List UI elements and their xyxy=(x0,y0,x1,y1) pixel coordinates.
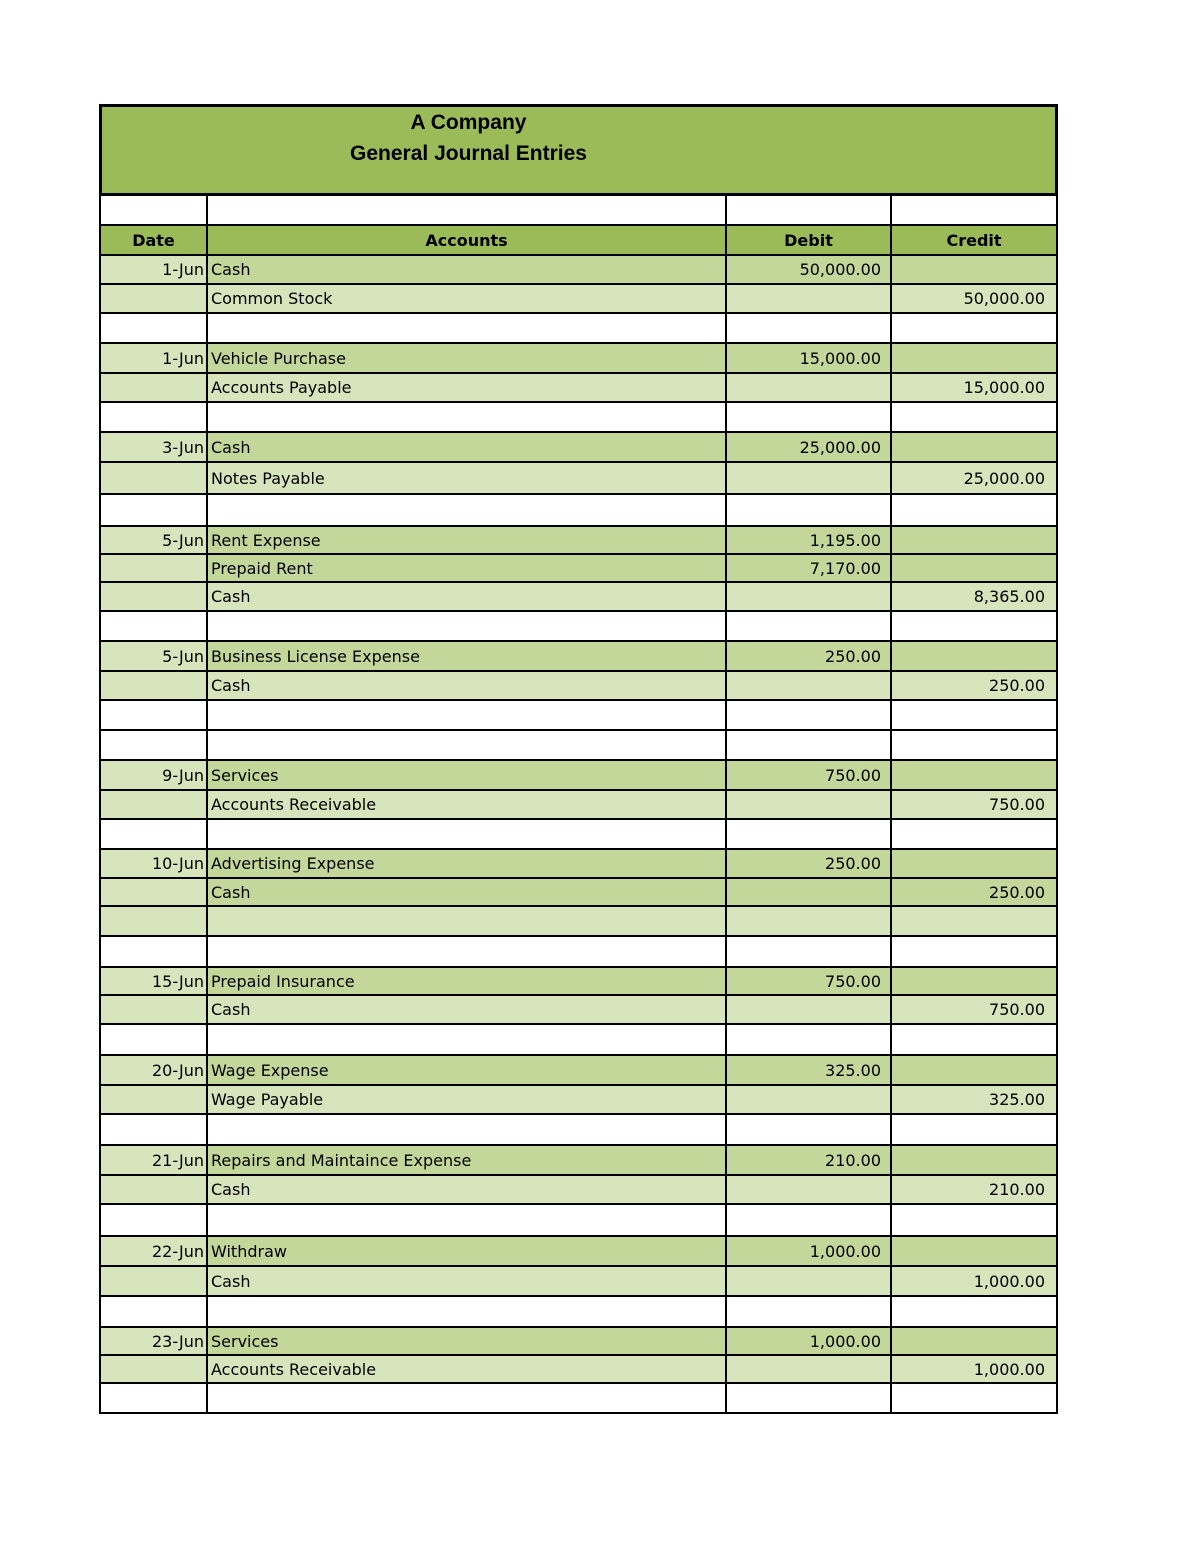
table-row xyxy=(99,314,1058,344)
date-cell xyxy=(99,879,206,907)
account-cell: Notes Payable xyxy=(206,463,725,495)
table-row xyxy=(99,731,1058,761)
account-cell: Withdraw xyxy=(206,1237,725,1267)
table-row xyxy=(99,850,1058,879)
account-cell: Repairs and Maintaince Expense xyxy=(206,1146,725,1176)
account-cell xyxy=(206,1025,725,1056)
debit-cell xyxy=(725,583,890,612)
account-cell xyxy=(206,1297,725,1328)
table-row xyxy=(99,344,1058,374)
account-cell xyxy=(206,731,725,761)
account-cell: Business License Expense xyxy=(206,642,725,672)
credit-cell xyxy=(890,968,1058,996)
table-row xyxy=(99,1025,1058,1056)
debit-cell: 15,000.00 xyxy=(725,344,890,374)
credit-cell xyxy=(890,850,1058,879)
table-row xyxy=(99,285,1058,314)
debit-cell xyxy=(725,1025,890,1056)
date-cell xyxy=(99,1115,206,1146)
date-cell xyxy=(99,1205,206,1237)
table-row xyxy=(99,1297,1058,1328)
debit-cell xyxy=(725,1356,890,1384)
debit-cell: 250.00 xyxy=(725,850,890,879)
date-cell: 5-Jun xyxy=(99,527,206,555)
date-cell: 5-Jun xyxy=(99,642,206,672)
debit-cell xyxy=(725,937,890,968)
account-cell: Advertising Expense xyxy=(206,850,725,879)
credit-cell: 750.00 xyxy=(890,996,1058,1025)
account-cell xyxy=(206,701,725,731)
debit-cell xyxy=(725,374,890,403)
credit-cell xyxy=(890,1237,1058,1267)
credit-cell xyxy=(890,1115,1058,1146)
credit-cell xyxy=(890,256,1058,285)
credit-cell xyxy=(890,1056,1058,1086)
table-row xyxy=(99,672,1058,701)
debit-cell: 325.00 xyxy=(725,1056,890,1086)
date-cell xyxy=(99,996,206,1025)
credit-cell xyxy=(890,907,1058,937)
debit-cell: 25,000.00 xyxy=(725,433,890,463)
credit-cell: 250.00 xyxy=(890,879,1058,907)
credit-cell xyxy=(890,1328,1058,1356)
debit-cell xyxy=(725,1267,890,1297)
date-cell xyxy=(99,403,206,433)
debit-cell xyxy=(725,495,890,527)
date-cell: 10-Jun xyxy=(99,850,206,879)
date-cell xyxy=(99,672,206,701)
account-cell: Services xyxy=(206,1328,725,1356)
date-cell xyxy=(99,907,206,937)
credit-cell: 750.00 xyxy=(890,791,1058,820)
column-header-date: Date xyxy=(99,226,206,256)
table-row xyxy=(99,433,1058,463)
account-cell: Cash xyxy=(206,996,725,1025)
company-name: A Company xyxy=(410,111,527,134)
debit-cell xyxy=(725,820,890,850)
credit-cell xyxy=(890,612,1058,642)
journal-table xyxy=(99,196,1058,1414)
date-cell xyxy=(99,820,206,850)
date-cell xyxy=(99,1267,206,1297)
date-cell xyxy=(99,1025,206,1056)
account-cell: Services xyxy=(206,761,725,791)
account-cell: Accounts Payable xyxy=(206,374,725,403)
date-cell xyxy=(99,583,206,612)
credit-cell xyxy=(890,820,1058,850)
date-cell xyxy=(99,314,206,344)
debit-cell xyxy=(725,1297,890,1328)
table-row xyxy=(99,968,1058,996)
account-cell: Cash xyxy=(206,1176,725,1205)
table-row xyxy=(99,1176,1058,1205)
date-cell xyxy=(99,1086,206,1115)
account-cell: Cash xyxy=(206,583,725,612)
table-row xyxy=(99,907,1058,937)
debit-cell xyxy=(725,314,890,344)
date-cell: 9-Jun xyxy=(99,761,206,791)
credit-cell xyxy=(890,555,1058,583)
date-cell xyxy=(99,196,206,226)
account-cell: Prepaid Insurance xyxy=(206,968,725,996)
date-cell xyxy=(99,495,206,527)
date-cell xyxy=(99,1176,206,1205)
credit-cell xyxy=(890,495,1058,527)
credit-cell xyxy=(890,1297,1058,1328)
date-cell xyxy=(99,555,206,583)
account-cell xyxy=(206,1205,725,1237)
debit-cell: 750.00 xyxy=(725,968,890,996)
title-block xyxy=(99,104,1058,196)
date-cell xyxy=(99,701,206,731)
column-header-account: Accounts xyxy=(206,226,725,256)
date-cell xyxy=(99,731,206,761)
debit-cell xyxy=(725,1205,890,1237)
table-row xyxy=(99,256,1058,285)
column-header-credit: Credit xyxy=(890,226,1058,256)
table-row xyxy=(99,1384,1058,1414)
account-cell: Wage Payable xyxy=(206,1086,725,1115)
table-row xyxy=(99,1086,1058,1115)
table-row xyxy=(99,403,1058,433)
credit-cell xyxy=(890,1025,1058,1056)
debit-cell xyxy=(725,879,890,907)
date-cell: 23-Jun xyxy=(99,1328,206,1356)
table-row xyxy=(99,879,1058,907)
credit-cell xyxy=(890,937,1058,968)
account-cell xyxy=(206,495,725,527)
debit-cell xyxy=(725,612,890,642)
credit-cell: 50,000.00 xyxy=(890,285,1058,314)
debit-cell xyxy=(725,701,890,731)
table-row xyxy=(99,374,1058,403)
debit-cell xyxy=(725,1086,890,1115)
debit-cell: 1,195.00 xyxy=(725,527,890,555)
account-cell xyxy=(206,196,725,226)
table-row xyxy=(99,463,1058,495)
debit-cell: 1,000.00 xyxy=(725,1237,890,1267)
date-cell xyxy=(99,463,206,495)
account-cell xyxy=(206,937,725,968)
table-row xyxy=(99,820,1058,850)
column-header-row xyxy=(99,226,1058,256)
table-row xyxy=(99,495,1058,527)
debit-cell xyxy=(725,403,890,433)
account-cell xyxy=(206,1115,725,1146)
debit-cell xyxy=(725,463,890,495)
debit-cell xyxy=(725,907,890,937)
account-cell xyxy=(206,612,725,642)
date-cell xyxy=(99,374,206,403)
date-cell: 21-Jun xyxy=(99,1146,206,1176)
journal-sheet xyxy=(99,104,1058,1414)
credit-cell xyxy=(890,731,1058,761)
date-cell: 22-Jun xyxy=(99,1237,206,1267)
debit-cell xyxy=(725,196,890,226)
table-row xyxy=(99,555,1058,583)
date-cell xyxy=(99,612,206,642)
table-row xyxy=(99,1267,1058,1297)
debit-cell xyxy=(725,1176,890,1205)
debit-cell xyxy=(725,1115,890,1146)
date-cell xyxy=(99,791,206,820)
credit-cell xyxy=(890,433,1058,463)
account-cell: Cash xyxy=(206,672,725,701)
date-cell: 20-Jun xyxy=(99,1056,206,1086)
debit-cell xyxy=(725,285,890,314)
table-row xyxy=(99,996,1058,1025)
account-cell xyxy=(206,907,725,937)
account-cell: Cash xyxy=(206,879,725,907)
date-cell: 3-Jun xyxy=(99,433,206,463)
account-cell xyxy=(206,314,725,344)
date-cell: 1-Jun xyxy=(99,344,206,374)
credit-cell xyxy=(890,527,1058,555)
table-row xyxy=(99,791,1058,820)
debit-cell: 50,000.00 xyxy=(725,256,890,285)
table-row xyxy=(99,1328,1058,1356)
credit-cell: 1,000.00 xyxy=(890,1267,1058,1297)
date-cell xyxy=(99,285,206,314)
debit-cell: 750.00 xyxy=(725,761,890,791)
account-cell: Cash xyxy=(206,433,725,463)
table-row xyxy=(99,1115,1058,1146)
table-row xyxy=(99,612,1058,642)
credit-cell: 8,365.00 xyxy=(890,583,1058,612)
debit-cell: 210.00 xyxy=(725,1146,890,1176)
account-cell: Rent Expense xyxy=(206,527,725,555)
table-row xyxy=(99,1356,1058,1384)
credit-cell xyxy=(890,344,1058,374)
account-cell: Prepaid Rent xyxy=(206,555,725,583)
account-cell: Accounts Receivable xyxy=(206,1356,725,1384)
date-cell xyxy=(99,1297,206,1328)
credit-cell xyxy=(890,1205,1058,1237)
date-cell xyxy=(99,937,206,968)
credit-cell xyxy=(890,1384,1058,1414)
table-row xyxy=(99,1056,1058,1086)
account-cell: Accounts Receivable xyxy=(206,791,725,820)
credit-cell xyxy=(890,1146,1058,1176)
table-row xyxy=(99,527,1058,555)
page-title: General Journal Entries xyxy=(350,142,587,165)
credit-cell: 1,000.00 xyxy=(890,1356,1058,1384)
date-cell xyxy=(99,1384,206,1414)
debit-cell xyxy=(725,672,890,701)
credit-cell xyxy=(890,196,1058,226)
credit-cell: 250.00 xyxy=(890,672,1058,701)
date-cell: 1-Jun xyxy=(99,256,206,285)
table-row xyxy=(99,761,1058,791)
credit-cell xyxy=(890,314,1058,344)
table-row xyxy=(99,1205,1058,1237)
account-cell: Vehicle Purchase xyxy=(206,344,725,374)
date-cell: 15-Jun xyxy=(99,968,206,996)
table-row xyxy=(99,642,1058,672)
debit-cell xyxy=(725,1384,890,1414)
debit-cell: 7,170.00 xyxy=(725,555,890,583)
account-cell: Cash xyxy=(206,1267,725,1297)
table-row xyxy=(99,583,1058,612)
table-row xyxy=(99,196,1058,226)
credit-cell: 325.00 xyxy=(890,1086,1058,1115)
debit-cell: 250.00 xyxy=(725,642,890,672)
table-row xyxy=(99,937,1058,968)
account-cell xyxy=(206,1384,725,1414)
credit-cell xyxy=(890,403,1058,433)
account-cell xyxy=(206,403,725,433)
credit-cell xyxy=(890,642,1058,672)
table-row xyxy=(99,1237,1058,1267)
credit-cell: 25,000.00 xyxy=(890,463,1058,495)
table-row xyxy=(99,1146,1058,1176)
debit-cell xyxy=(725,791,890,820)
debit-cell xyxy=(725,731,890,761)
column-header-debit: Debit xyxy=(725,226,890,256)
account-cell xyxy=(206,820,725,850)
account-cell: Wage Expense xyxy=(206,1056,725,1086)
credit-cell xyxy=(890,701,1058,731)
account-cell: Cash xyxy=(206,256,725,285)
credit-cell xyxy=(890,761,1058,791)
credit-cell: 15,000.00 xyxy=(890,374,1058,403)
debit-cell xyxy=(725,996,890,1025)
account-cell: Common Stock xyxy=(206,285,725,314)
debit-cell: 1,000.00 xyxy=(725,1328,890,1356)
credit-cell: 210.00 xyxy=(890,1176,1058,1205)
date-cell xyxy=(99,1356,206,1384)
table-row xyxy=(99,701,1058,731)
